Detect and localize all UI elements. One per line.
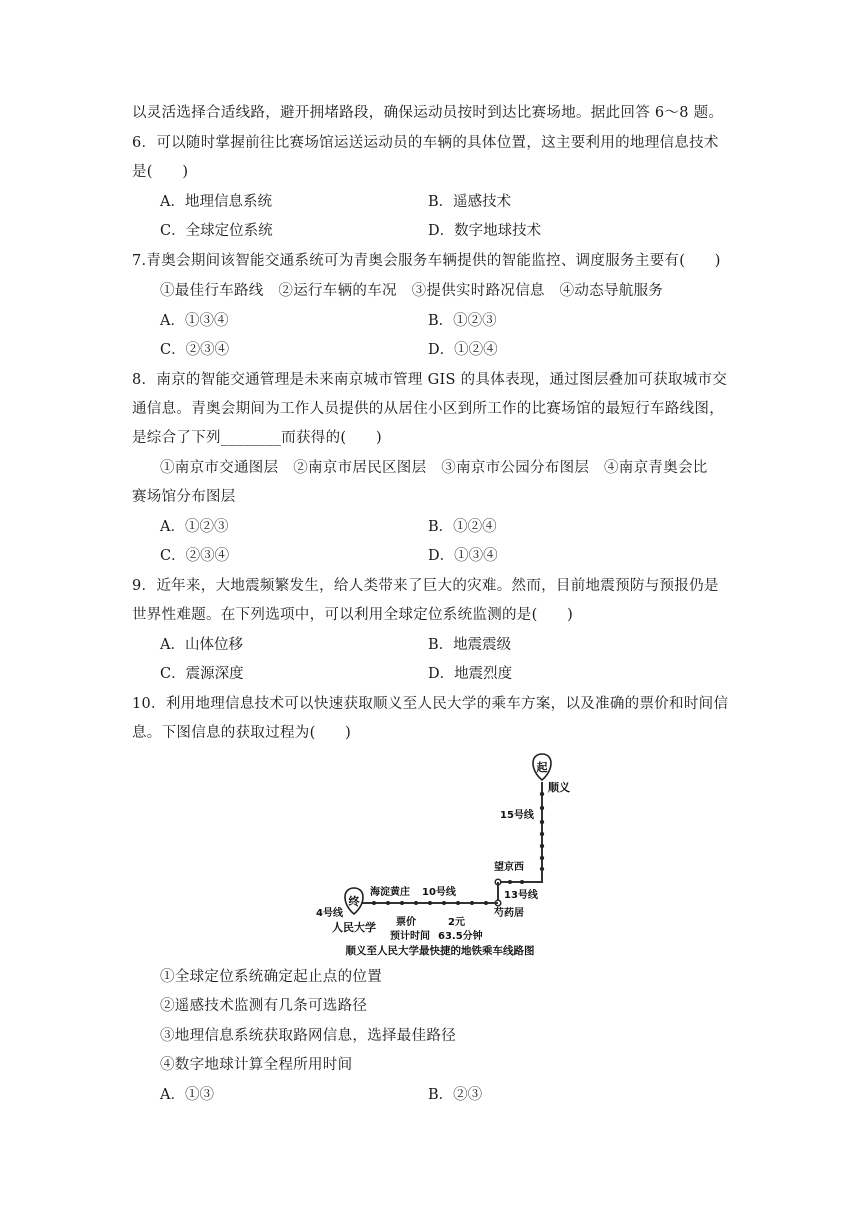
label-line4: 4号线 xyxy=(316,908,343,919)
subway-route-figure xyxy=(310,750,570,960)
q9-option-a: A．山体位移 xyxy=(160,637,243,653)
q8-option-a: A．①②③ xyxy=(160,519,229,535)
q8-option-b: B．①②④ xyxy=(428,519,497,535)
q7-items: ①最佳行车路线 ②运行车辆的车况 ③提供实时路况信息 ④动态导航服务 xyxy=(160,283,664,299)
q6-option-a: A．地理信息系统 xyxy=(160,194,272,210)
start-marker-label: 起 xyxy=(536,761,548,774)
q7-option-a: A．①③④ xyxy=(160,313,229,329)
q7-option-d: D．①②④ xyxy=(428,342,498,358)
q7-option-c: C．②③④ xyxy=(160,342,230,358)
q10-option-a: A．①③ xyxy=(160,1087,214,1103)
q10-item-3: ③地理信息系统获取路网信息，选择最佳路径 xyxy=(160,1028,456,1044)
q9-option-c: C．震源深度 xyxy=(160,666,244,682)
q6-stem-line2: 是( ) xyxy=(132,164,189,180)
station-shunyi: 顺义 xyxy=(548,781,570,794)
q9-option-d: D．地震烈度 xyxy=(428,666,513,682)
q8-stem-line2: 通信息。青奥会期间为工作人员提供的从居住小区到所工作的比赛场馆的最短行车路线图， xyxy=(132,401,724,417)
q10-item-2: ②遥感技术监测有几条可选路径 xyxy=(160,998,368,1014)
q8-stem-line1: 8．南京的智能交通管理是未来南京城市管理 GIS 的具体表现，通过图层叠加可获取城市交 xyxy=(132,372,728,388)
q10-item-1: ①全球定位系统确定起止点的位置 xyxy=(160,969,382,985)
intro-tail: 以灵活选择合适线路，避开拥堵路段，确保运动员按时到达比赛场地。据此回答 6～8 题。 xyxy=(132,105,724,121)
q10-item-4: ④数字地球计算全程所用时间 xyxy=(160,1057,353,1073)
q6-option-d: D．数字地球技术 xyxy=(428,223,542,239)
q8-items-line1: ①南京市交通图层 ②南京市居民区图层 ③南京市公园分布图层 ④南京青奥会比 xyxy=(160,460,708,476)
end-marker xyxy=(345,888,363,914)
time-label: 预计时间 xyxy=(390,931,430,942)
q9-stem-line2: 世界性难题。在下列选项中，可以利用全球定位系统监测的是( ) xyxy=(132,607,574,623)
q6-option-b: B．遥感技术 xyxy=(428,194,512,210)
q10-stem-line1: 10．利用地理信息技术可以快速获取顺义至人民大学的乘车方案，以及准确的票价和时间信 xyxy=(132,696,729,712)
figure-caption: 顺义至人民大学最快捷的地铁乘车线路图 xyxy=(345,945,535,957)
station-haidianhuangzhuang: 海淀黄庄 xyxy=(370,887,410,898)
q9-option-b: B．地震震级 xyxy=(428,637,512,653)
q7-stem: 7.青奥会期间该智能交通系统可为青奥会服务车辆提供的智能监控、调度服务主要有( ) xyxy=(132,253,721,269)
station-wangjingxi: 望京西 xyxy=(494,862,524,873)
q7-option-b: B．①②③ xyxy=(428,313,497,329)
start-marker xyxy=(533,754,551,780)
q8-option-d: D．①③④ xyxy=(428,548,498,564)
fare-label: 票价 xyxy=(396,917,416,928)
station-renmindaxue: 人民大学 xyxy=(332,921,376,934)
station-shaoyaoju: 芍药居 xyxy=(494,908,524,919)
q6-stem-line1: 6．可以随时掌握前往比赛场馆运送运动员的车辆的具体位置，这主要利用的地理信息技术 xyxy=(132,135,719,151)
line10-stop-dots xyxy=(372,901,488,905)
time-value: 63.5分钟 xyxy=(438,931,483,942)
label-line13: 13号线 xyxy=(504,890,538,901)
q10-option-b: B．②③ xyxy=(428,1087,483,1103)
label-line10: 10号线 xyxy=(422,887,456,898)
q9-stem-line1: 9．近年来，大地震频繁发生，给人类带来了巨大的灾难。然而，目前地震预防与预报仍是 xyxy=(132,578,719,594)
label-line15: 15号线 xyxy=(500,810,534,821)
fare-value: 2元 xyxy=(448,917,465,928)
q10-stem-line2: 息。下图信息的获取过程为( ) xyxy=(132,725,352,741)
end-marker-label: 终 xyxy=(348,895,360,908)
q8-items-line2: 赛场馆分布图层 xyxy=(132,489,236,505)
q8-stem-line3: 是综合了下列________而获得的( ) xyxy=(132,430,382,446)
q6-option-c: C．全球定位系统 xyxy=(160,223,273,239)
q8-option-c: C．②③④ xyxy=(160,548,230,564)
